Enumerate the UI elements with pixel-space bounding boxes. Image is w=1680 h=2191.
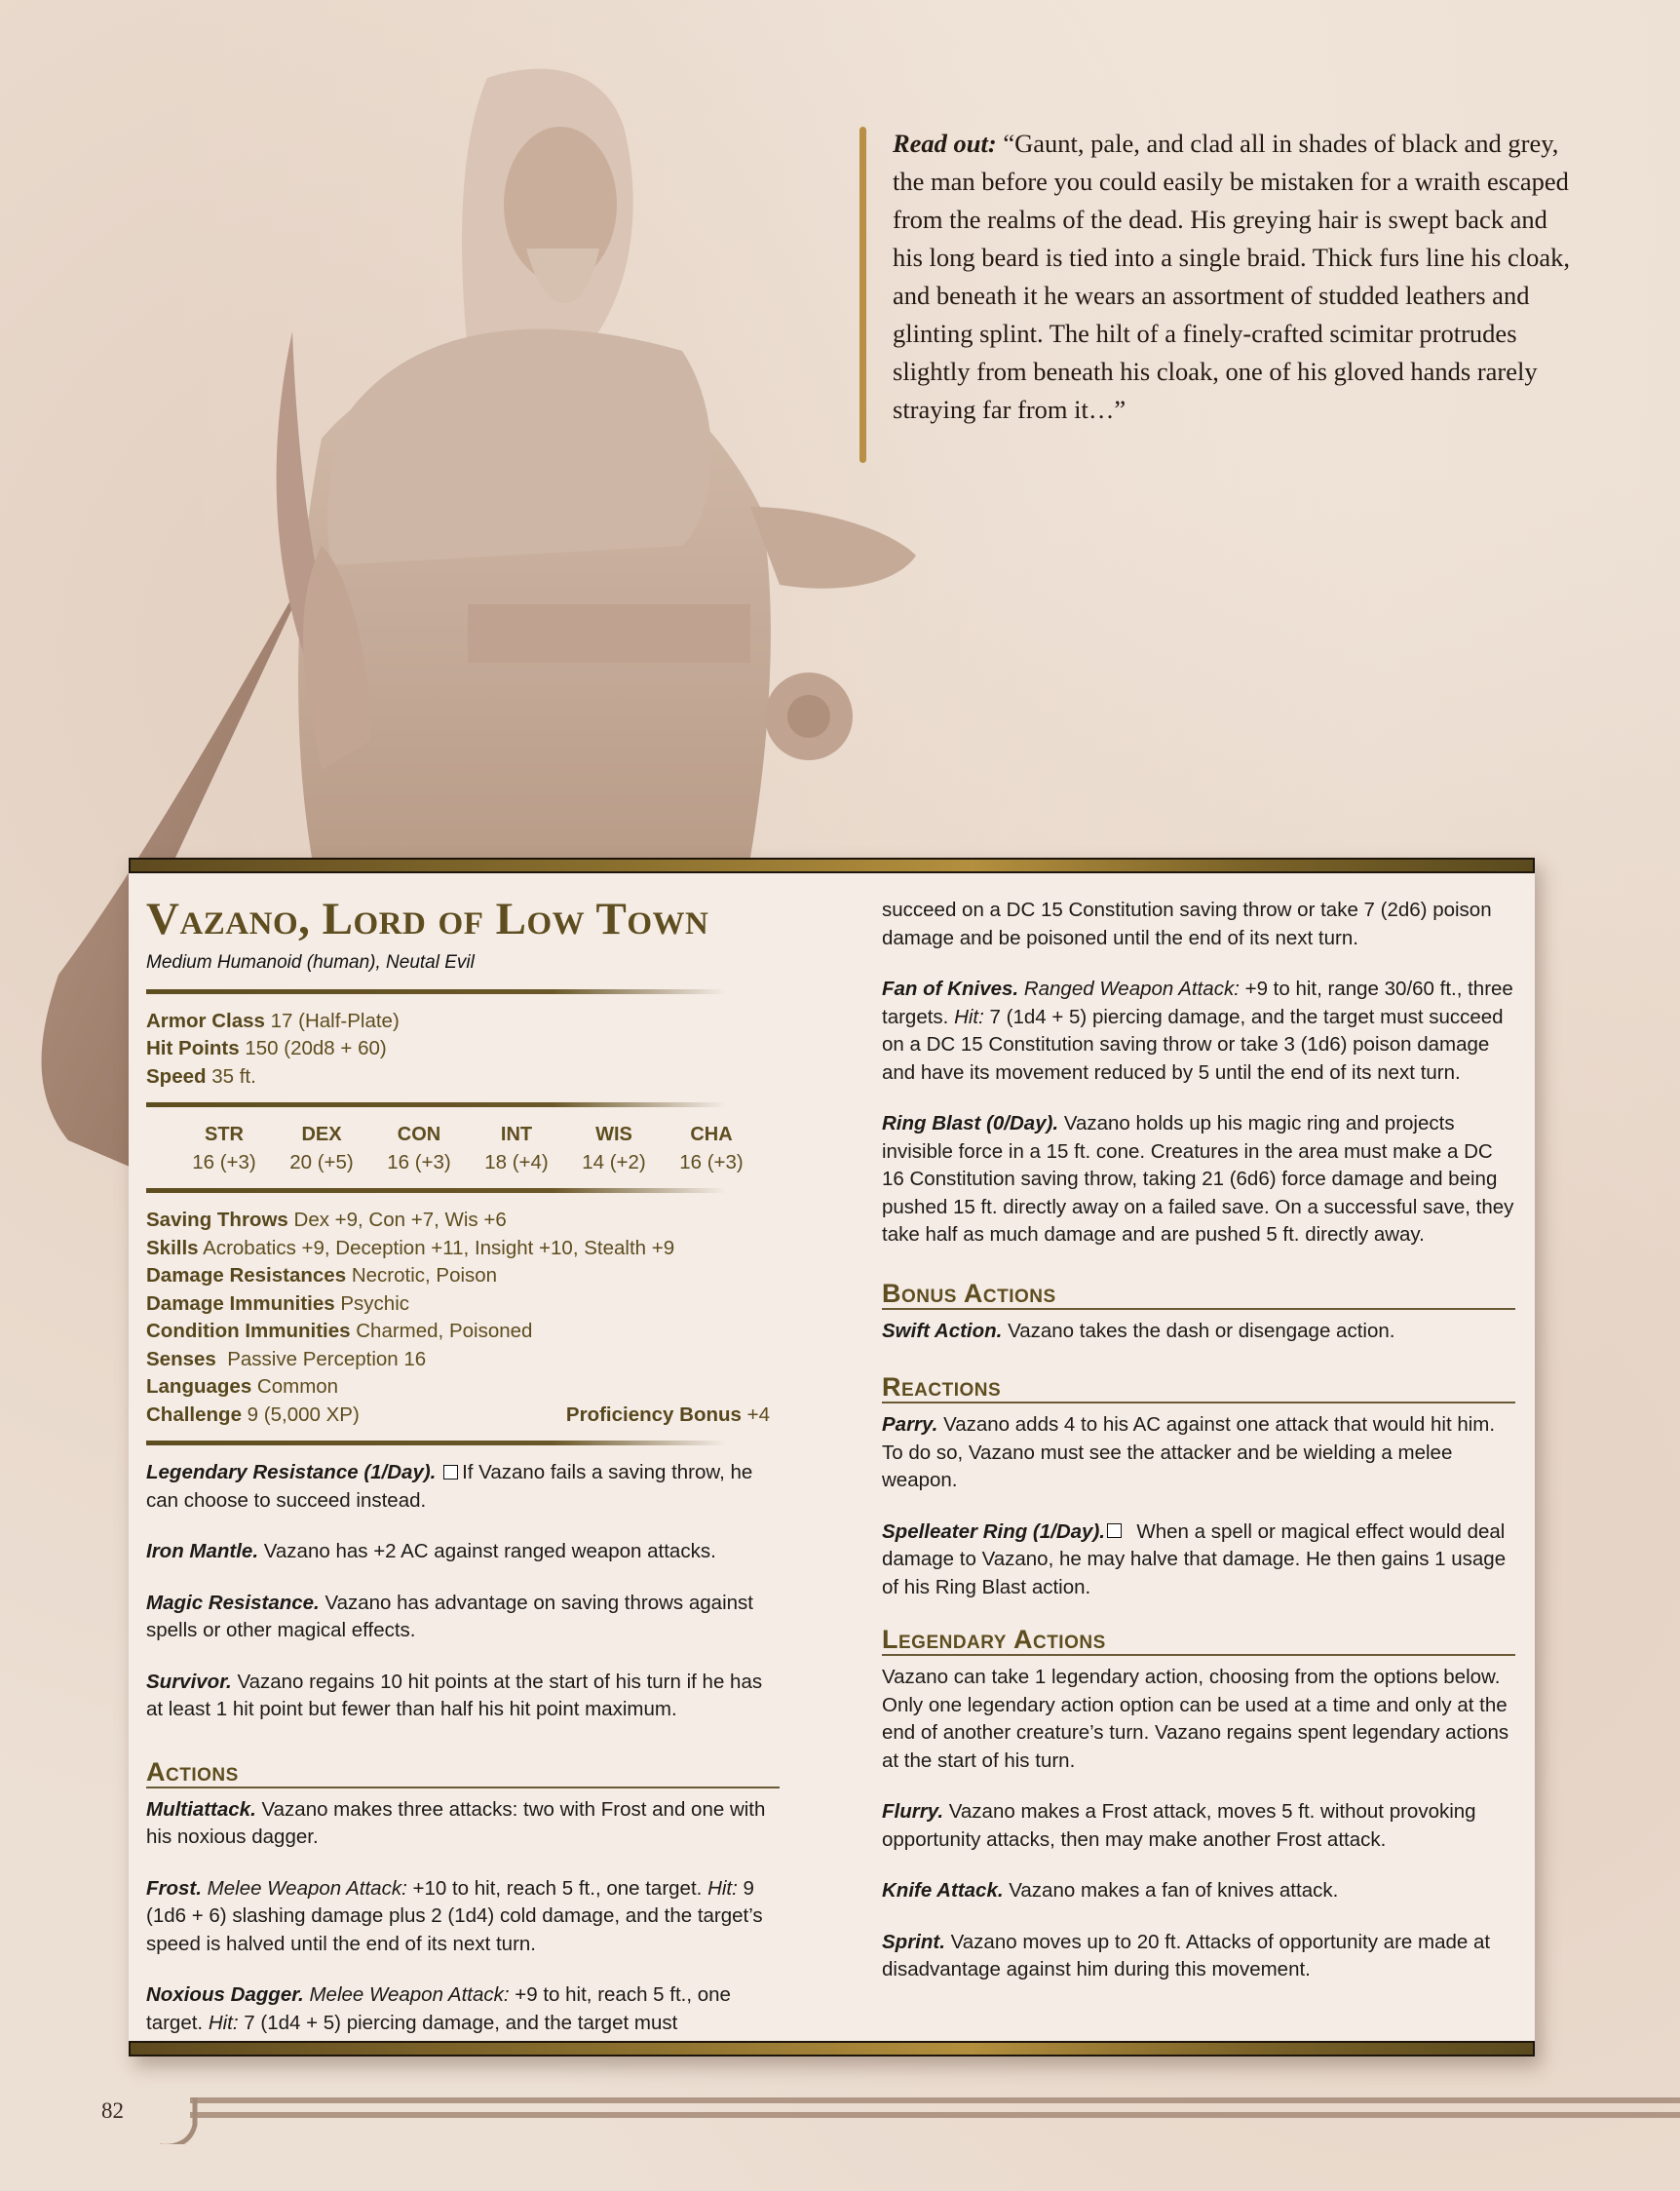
divider (146, 1102, 726, 1107)
stat-block-left-column (146, 873, 770, 2060)
stat-block-body (129, 873, 1535, 2041)
divider (146, 1188, 726, 1193)
ability-dex: DEX 20 (+5) (289, 1124, 354, 1173)
hit-points: Hit Points 150 (20d8 + 60) (146, 1037, 387, 1059)
legendary-sprint: Sprint. Vazano moves up to 20 ft. Attacks of opportunity are made at disadvantage against him during this movement. (882, 1930, 1491, 1980)
ability-wis: WIS 14 (+2) (582, 1124, 646, 1173)
bonus-action-swift-action: Swift Action. Vazano takes the dash or disengage action. (882, 1319, 1395, 1342)
usage-checkbox[interactable] (443, 1465, 458, 1480)
read-out-box (859, 125, 1575, 429)
trait-survivor: Survivor. Vazano regains 10 hit points at the start of his turn if he has at least 1 hit point but fewer than half his hit point maximum. (146, 1670, 763, 1720)
usage-checkbox[interactable] (1107, 1523, 1122, 1538)
condition-immunities: Condition Immunities Charmed, Poisoned (146, 1320, 533, 1342)
trait-magic-resistance: Magic Resistance. Vazano has advantage on saving throws against spells or other magical effects. (146, 1591, 753, 1641)
creature-type: Medium Humanoid (human), Neutal Evil (146, 952, 475, 973)
stat-block (129, 858, 1535, 2056)
legendary-flurry: Flurry. Vazano makes a Frost attack, moves 5 ft. without provoking opportunity attacks, then may make another Frost attack. (882, 1800, 1476, 1851)
stat-block-bottom-border (129, 2041, 1535, 2056)
saving-throws: Saving Throws Dex +9, Con +7, Wis +6 (146, 1209, 507, 1231)
readout-label: Read out: (893, 129, 997, 158)
stat-block-right-column (882, 873, 1515, 2008)
proficiency-bonus: Proficiency Bonus +4 (565, 1403, 770, 1426)
footer-ornament-rule (146, 2086, 1680, 2144)
ability-scores (146, 1121, 770, 1176)
action-fan-of-knives: Fan of Knives. Ranged Weapon Attack: +9 to hit, range 30/60 ft., three targets. Hit: 7 (1d4 + 5) piercing damage, and the target must succeed on a DC 15 Constitution saving throw or take 3 (1d6) poison damage and have its movement reduced by 5 until the end of its next turn. (882, 978, 1513, 1084)
action-noxious-dagger-continued: succeed on a DC 15 Constitution saving throw or take 7 (2d6) poison damage and be poisoned until the end of its next turn. (882, 899, 1492, 949)
skills: Skills Acrobatics +9, Deception +11, Insight +10, Stealth +9 (146, 1236, 675, 1259)
challenge: Challenge 9 (5,000 XP) (146, 1403, 360, 1426)
creature-name: Vazano, Lord of Low Town (146, 894, 709, 944)
divider (146, 1441, 726, 1445)
languages: Languages Common (146, 1375, 339, 1398)
bonus-actions-heading: Bonus Actions (882, 1279, 1515, 1310)
readout-text: “Gaunt, pale, and clad all in shades of black and grey, the man before you could easily be mistaken for a wraith escaped from the realms of the dead. His greying hair is swept back and his long beard is tied into a single braid. Thick furs line his cloak, and beneath it he wears an assortment of studded leathers and glinting splint. The hilt of a finely-crafted scimitar protrudes slightly from beneath his cloak, one of his gloved hands rarely straying far from it…” (893, 129, 1571, 424)
reactions-heading: Reactions (882, 1372, 1515, 1403)
armor-class: Armor Class 17 (Half-Plate) (146, 1009, 400, 1032)
page-number: 82 (101, 2098, 124, 2123)
damage-resistances: Damage Resistances Necrotic, Poison (146, 1264, 498, 1287)
speed: Speed 35 ft. (146, 1064, 256, 1088)
action-noxious-dagger: Noxious Dagger. Melee Weapon Attack: +9 to hit, reach 5 ft., one target. Hit: 7 (1d4 + 5) piercing damage, and the target must (146, 1983, 731, 2034)
ability-cha: CHA 16 (+3) (679, 1124, 744, 1173)
stat-block-top-border (129, 858, 1535, 873)
readout-accent-bar (859, 127, 866, 463)
action-ring-blast: Ring Blast (0/Day). Vazano holds up his magic ring and projects invisible force in a 15 ft. cone. Creatures in the area must make a DC 16 Constitution saving throw, taking 21 (6d6) force damage and being pushed 15 ft. directly away on a failed save. On a successful save, they take half as much damage and are pushed 5 ft. directly away. (882, 1112, 1514, 1246)
senses: Senses Passive Perception 16 (146, 1347, 427, 1370)
reaction-parry: Parry. Vazano adds 4 to his AC against one attack that would hit him. To do so, Vazano must see the attacker and be wielding a melee weapon. (882, 1413, 1496, 1491)
trait-iron-mantle: Iron Mantle. Vazano has +2 AC against ranged weapon attacks. (146, 1540, 716, 1562)
actions-heading: Actions (146, 1757, 780, 1788)
action-frost: Frost. Melee Weapon Attack: +10 to hit, reach 5 ft., one target. Hit: 9 (1d6 + 6) slashing damage plus 2 (1d4) cold damage, and the target’s speed is halved until the end of its next turn. (146, 1876, 763, 1955)
trait-legendary-resistance: Legendary Resistance (1/Day). If Vazano fails a saving throw, he can choose to succeed instead. (146, 1461, 753, 1512)
reaction-spelleater-ring: Spelleater Ring (1/Day). When a spell or magical effect would deal damage to Vazano, he may halve that damage. He then gains 1 usage of his Ring Blast action. (882, 1519, 1507, 1598)
ability-str: STR 16 (+3) (192, 1124, 256, 1173)
legendary-knife-attack: Knife Attack. Vazano makes a fan of knives attack. (882, 1879, 1339, 1902)
ability-con: CON 16 (+3) (387, 1124, 451, 1173)
action-multiattack: Multiattack. Vazano makes three attacks: two with Frost and one with his noxious dagger. (146, 1797, 766, 1848)
legendary-actions-heading: Legendary Actions (882, 1625, 1515, 1656)
damage-immunities: Damage Immunities Psychic (146, 1291, 410, 1315)
divider (146, 989, 726, 994)
legendary-intro: Vazano can take 1 legendary action, choosing from the options below. Only one legendary action option can be used at a time and only at the end of another creature’s turn. Vazano regains spent legendary actions at the start of his turn. (882, 1666, 1509, 1772)
ability-int: INT 18 (+4) (484, 1124, 549, 1173)
challenge-row (146, 1402, 770, 1430)
